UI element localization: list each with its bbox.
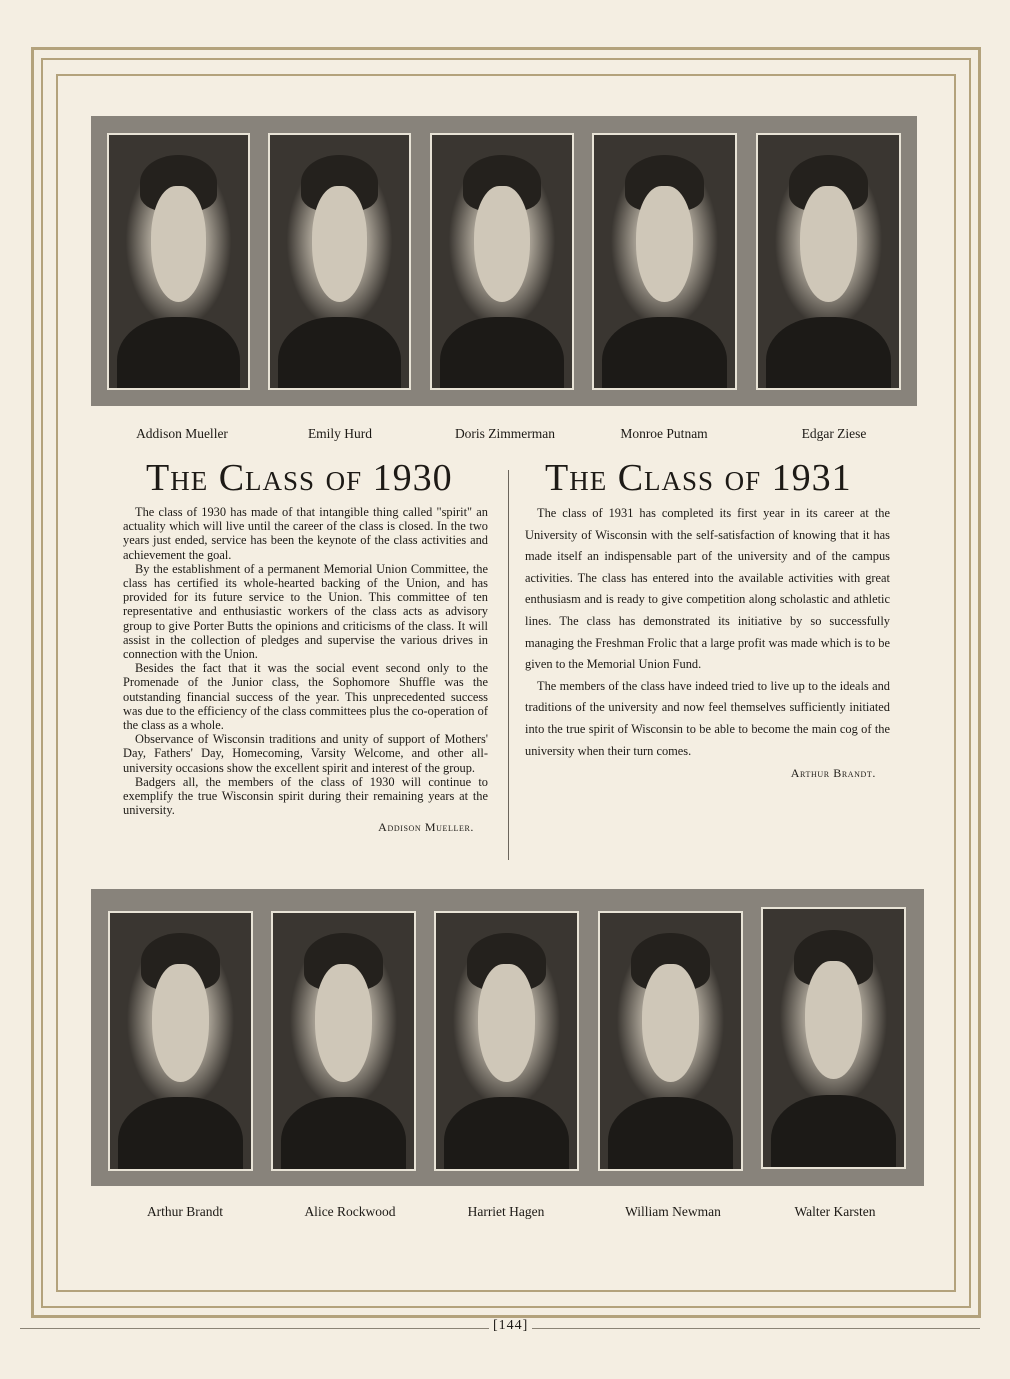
- portrait-caption: Alice Rockwood: [304, 1204, 396, 1219]
- class-1930-heading: The Class of 1930: [146, 457, 453, 499]
- portrait-caption: Arthur Brandt: [146, 1204, 224, 1219]
- top-photo-strip: [91, 116, 917, 406]
- bottom-photo-strip: [91, 889, 924, 1186]
- article-signature: Arthur Brandt.: [790, 766, 876, 781]
- portrait-caption: William Newman: [625, 1204, 721, 1219]
- article-paragraph: Besides the fact that it was the social event second only to the Promenade of the Junior class, the Sophomore Shuffle was the outstanding financial success of the year. This unprecedented success was due to the efficiency of the class committees plus the co-operation of the class as a whole.: [123, 661, 488, 733]
- portrait-caption: Addison Mueller: [136, 426, 228, 441]
- portrait-photo: [107, 133, 250, 390]
- portrait-photo: [268, 133, 411, 390]
- portrait-photo: [271, 911, 416, 1171]
- article-paragraph: Badgers all, the members of the class of 1930 will continue to exemplify the true Wisconsin spirit during their remaining years at the university.: [123, 774, 488, 818]
- class-1931-article: [525, 503, 890, 785]
- article-paragraph: Observance of Wisconsin traditions and unity of support of Mothers' Day, Fathers' Day, Homecoming, Varsity Welcome, and other all-university occasions show the excellent spirit and interest of the group.: [123, 732, 488, 775]
- portrait-caption: Doris Zimmerman: [454, 426, 556, 441]
- portrait-photo: [756, 133, 901, 390]
- article-paragraph: The members of the class have indeed tried to live up to the ideals and traditions of the university and now feel themselves sufficiently initiated into the true spirit of Wisconsin to be able to become the main cog of the university when their turn comes.: [525, 678, 890, 758]
- portrait-photo: [108, 911, 253, 1171]
- page-number: [144]: [489, 1318, 532, 1334]
- portrait-caption: Emily Hurd: [307, 426, 373, 441]
- article-paragraph: By the establishment of a permanent Memorial Union Committee, the class has certified its whole-hearted backing of the Union, and has provided for its future service to the Union. This committee of ten representative and enthusiastic workers of the class acts as advisory group to give Porter Butts the opinions and criticisms of the class. It will assist in the collection of pledges and supervise the various drives in connection with the Union.: [123, 561, 488, 662]
- portrait-caption: Edgar Ziese: [801, 426, 867, 441]
- portrait-photo: [592, 133, 737, 390]
- column-divider: [508, 470, 509, 860]
- class-1930-article: [123, 505, 488, 835]
- article-paragraph: The class of 1931 has completed its first year in its career at the University of Wisconsin with the self-satisfaction of knowing that it has made itself an indispensable part of the university and of the campus activities. The class has entered into the available activities with great enthusiasm and is ready to give competition along scholastic and athletic lines. The class has demonstrated its initiative by so successfully managing the Freshman Frolic that a large profit was made which is to be given to the Memorial Union Fund.: [525, 506, 890, 672]
- portrait-photo: [430, 133, 574, 390]
- portrait-photo: [761, 907, 906, 1169]
- article-signature: Addison Mueller.: [378, 820, 474, 835]
- portrait-caption: Walter Karsten: [794, 1204, 876, 1219]
- article-paragraph: The class of 1930 has made of that intangible thing called "spirit" an actuality which will live until the career of the class is closed. In the two years just ended, service has been the keynote of the class activities and achievement the goal.: [123, 505, 488, 562]
- portrait-caption: Monroe Putnam: [620, 426, 708, 441]
- portrait-photo: [434, 911, 579, 1171]
- portrait-photo: [598, 911, 743, 1171]
- portrait-caption: Harriet Hagen: [467, 1204, 545, 1219]
- class-1931-heading: The Class of 1931: [545, 457, 852, 499]
